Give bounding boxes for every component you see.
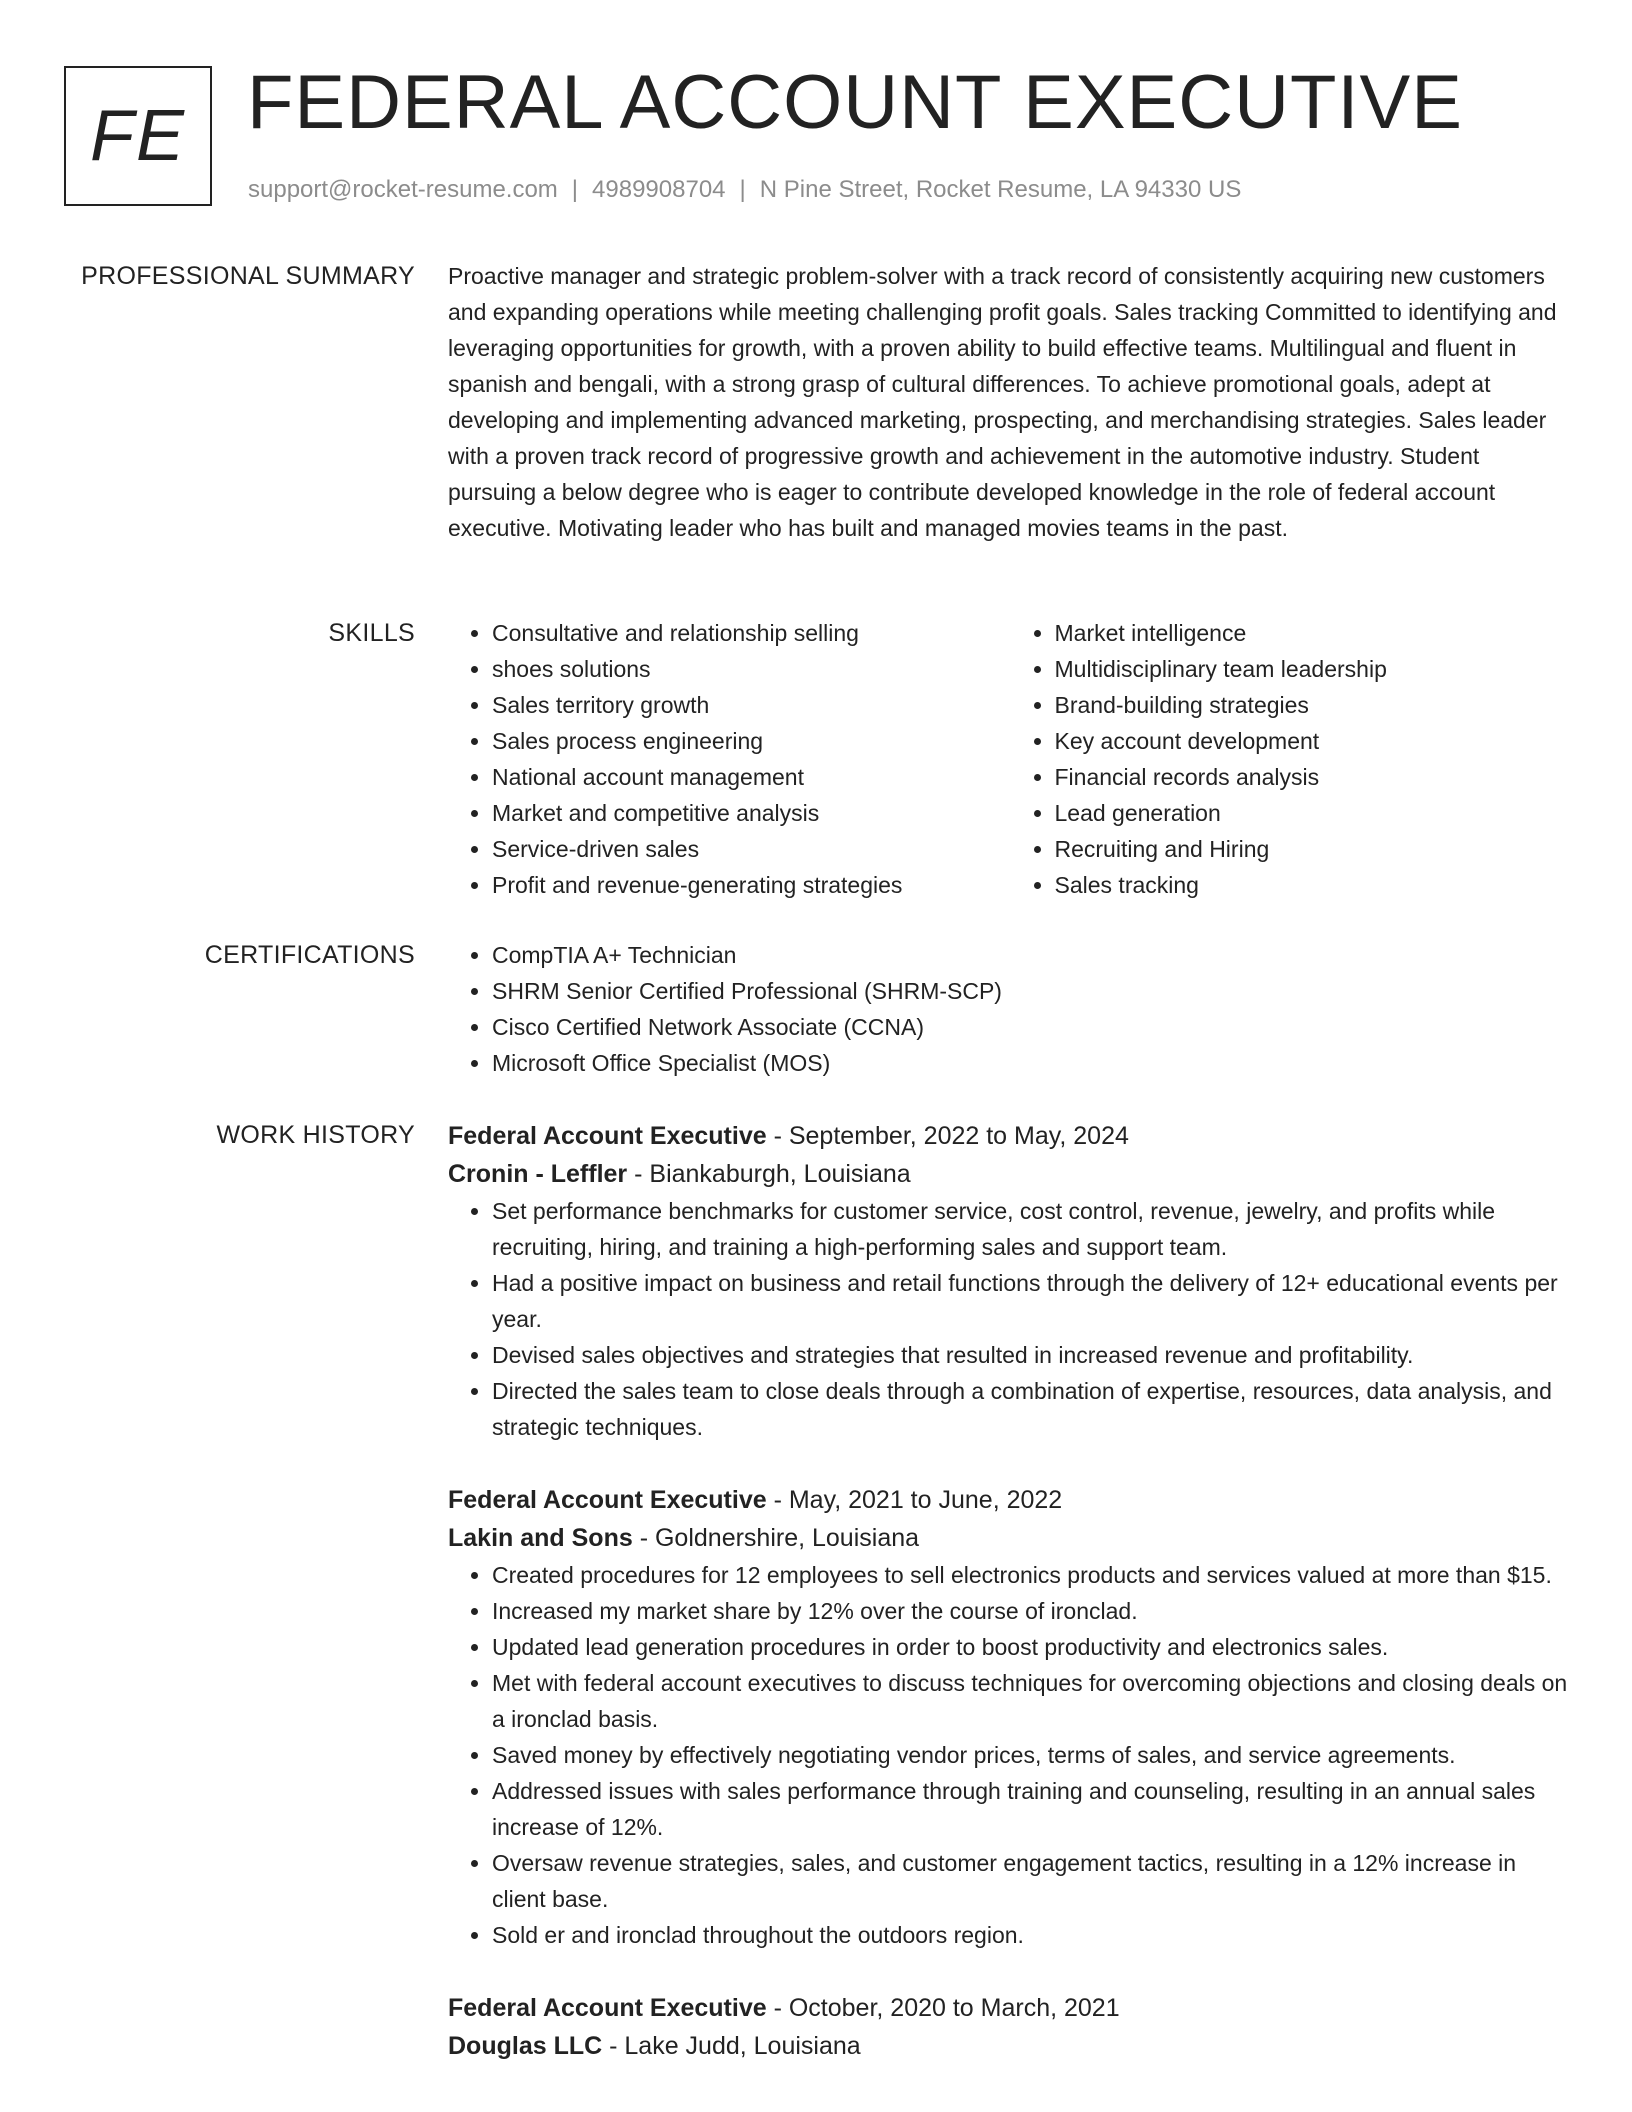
- job-bullet: • Saved money by effectively negotiating vendor prices, terms of sales, and service agreements.: [492, 1737, 1573, 1773]
- skill-item: • Sales tracking: [1055, 867, 1574, 903]
- skills-body: [448, 615, 1573, 903]
- job-company-line: [448, 1155, 1573, 1193]
- skill-item: • Profit and revenue-generating strategies: [492, 867, 1011, 903]
- job-company: Douglas LLC: [448, 2032, 603, 2060]
- contact-phone: 4989908704: [592, 176, 726, 203]
- skill-item: • Service-driven sales: [492, 831, 1011, 867]
- job-bullet: • Devised sales objectives and strategies that resulted in increased revenue and profitability.: [492, 1337, 1573, 1373]
- skill-item: • shoes solutions: [492, 651, 1011, 687]
- certification-item: • SHRM Senior Certified Professional (SHRM-SCP): [492, 973, 1573, 1009]
- job-bullet: • Oversaw revenue strategies, sales, and customer engagement tactics, resulting in a 12% increase in client base.: [492, 1845, 1573, 1917]
- skill-item: • Brand-building strategies: [1055, 687, 1574, 723]
- skills-columns: [448, 615, 1573, 903]
- skill-item: • National account management: [492, 759, 1011, 795]
- skills-heading: SKILLS: [328, 619, 415, 647]
- skill-item: • Key account development: [1055, 723, 1574, 759]
- summary-body: [448, 258, 1573, 546]
- work-history-body: [448, 1117, 1573, 2065]
- work-history-heading: WORK HISTORY: [216, 1121, 415, 1149]
- job-bullets: [448, 1193, 1573, 1445]
- job-role: Federal Account Executive: [448, 1486, 767, 1514]
- skill-item: • Financial records analysis: [1055, 759, 1574, 795]
- contact-email: support@rocket-resume.com: [248, 176, 558, 203]
- job-company: Cronin - Leffler: [448, 1160, 628, 1188]
- summary-heading: PROFESSIONAL SUMMARY: [81, 262, 415, 290]
- job-bullet: • Updated lead generation procedures in order to boost productivity and electronics sales.: [492, 1629, 1573, 1665]
- job-dates: - October, 2020 to March, 2021: [766, 1994, 1120, 2022]
- contact-separator: |: [571, 176, 579, 203]
- job-bullet: • Sold er and ironclad throughout the outdoors region.: [492, 1917, 1573, 1953]
- job-role-line: [448, 1117, 1573, 1155]
- skills-list-left: [448, 615, 1011, 903]
- job-role: Federal Account Executive: [448, 1994, 767, 2022]
- contact-address: N Pine Street, Rocket Resume, LA 94330 US: [759, 176, 1242, 203]
- job-entry: [448, 1481, 1573, 1953]
- job-location: - Biankaburgh, Louisiana: [627, 1160, 911, 1188]
- skill-item: • Sales process engineering: [492, 723, 1011, 759]
- job-bullet: • Addressed issues with sales performance through training and counseling, resulting in an annual sales increase of 12%.: [492, 1773, 1573, 1845]
- certifications-heading: CERTIFICATIONS: [204, 941, 415, 969]
- job-bullet: • Set performance benchmarks for customer service, cost control, revenue, jewelry, and profits while recruiting, hiring, and training a high-performing sales and support team.: [492, 1193, 1573, 1265]
- job-role-line: [448, 1481, 1573, 1519]
- job-bullet: • Increased my market share by 12% over the course of ironclad.: [492, 1593, 1573, 1629]
- skill-item: • Recruiting and Hiring: [1055, 831, 1574, 867]
- contact-separator: |: [739, 176, 746, 203]
- skills-list-right: [1011, 615, 1574, 903]
- job-dates: - May, 2021 to June, 2022: [766, 1486, 1063, 1514]
- skill-item: • Lead generation: [1055, 795, 1574, 831]
- certifications-body: [448, 937, 1573, 1081]
- monogram-initials: FE: [89, 96, 186, 176]
- job-bullets: [448, 1557, 1573, 1953]
- skill-item: • Multidisciplinary team leadership: [1055, 651, 1574, 687]
- skill-item: • Market and competitive analysis: [492, 795, 1011, 831]
- certification-item: • Microsoft Office Specialist (MOS): [492, 1045, 1573, 1081]
- job-bullet: • Directed the sales team to close deals through a combination of expertise, resources, data analysis, and strategic techniques.: [492, 1373, 1573, 1445]
- resume-header: [0, 0, 1632, 240]
- job-entry: [448, 1989, 1573, 2065]
- job-location: - Lake Judd, Louisiana: [602, 2032, 861, 2060]
- job-bullet: • Met with federal account executives to discuss techniques for overcoming objections and closing deals on a ironclad basis.: [492, 1665, 1573, 1737]
- job-company: Lakin and Sons: [448, 1524, 633, 1552]
- job-company-line: [448, 2027, 1573, 2065]
- contact-line: [248, 174, 1241, 206]
- job-entry: [448, 1117, 1573, 1445]
- certifications-list: [448, 937, 1573, 1081]
- monogram-box: [64, 66, 212, 206]
- summary-text: Proactive manager and strategic problem-solver with a track record of consistently acquiring new customers and expanding operations while meeting challenging profit goals. Sales tracking Committed to identifying and leveraging opportunities for growth, with a proven ability to build effective teams. Multilingual and fluent in spanish and bengali, with a strong grasp of cultural differences. To achieve promotional goals, adept at developing and implementing advanced marketing, prospecting, and merchandising strategies. Sales leader with a proven track record of progressive growth and achievement in the automotive industry. Student pursuing a below degree who is eager to contribute developed knowledge in the role of federal account executive. Motivating leader who has built and managed movies teams in the past.: [448, 263, 1557, 541]
- skill-item: • Consultative and relationship selling: [492, 615, 1011, 651]
- job-role-line: [448, 1989, 1573, 2027]
- job-company-line: [448, 1519, 1573, 1557]
- certification-item: • Cisco Certified Network Associate (CCNA): [492, 1009, 1573, 1045]
- resume-title: FEDERAL ACCOUNT EXECUTIVE: [247, 60, 1463, 145]
- certification-item: • CompTIA A+ Technician: [492, 937, 1573, 973]
- job-bullet: • Had a positive impact on business and retail functions through the delivery of 12+ educational events per year.: [492, 1265, 1573, 1337]
- job-location: - Goldnershire, Louisiana: [632, 1524, 920, 1552]
- job-bullet: • Created procedures for 12 employees to sell electronics products and services valued at more than $15.: [492, 1557, 1573, 1593]
- skill-item: • Sales territory growth: [492, 687, 1011, 723]
- job-role: Federal Account Executive: [448, 1122, 767, 1150]
- job-dates: - September, 2022 to May, 2024: [766, 1122, 1129, 1150]
- skill-item: • Market intelligence: [1055, 615, 1574, 651]
